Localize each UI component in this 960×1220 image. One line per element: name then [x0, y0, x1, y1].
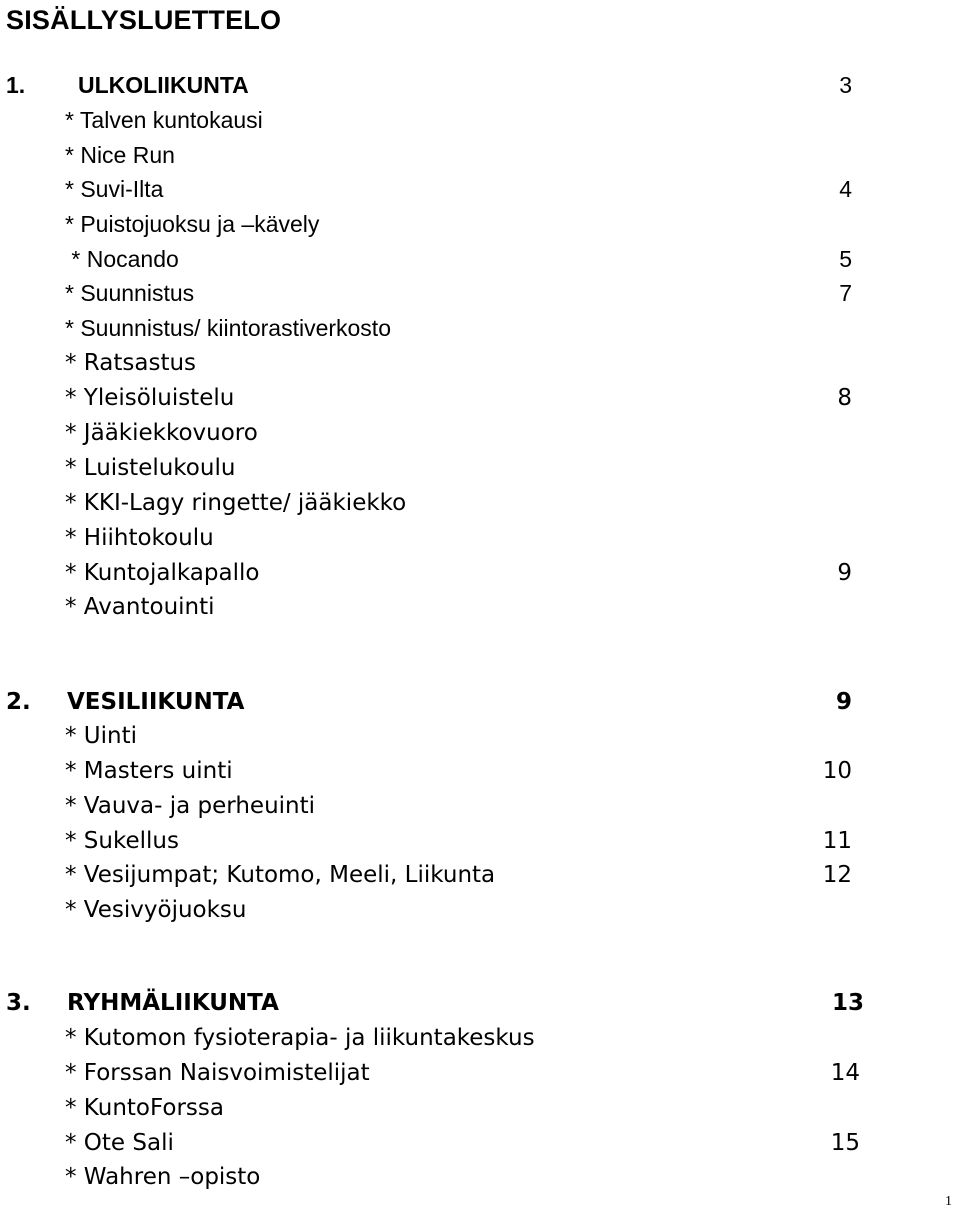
toc-item	[0, 858, 960, 892]
toc-item-text: * Puistojuoksu ja –kävely	[65, 211, 320, 237]
toc-item	[0, 789, 960, 823]
toc-item-text: * Ote Sali	[65, 1130, 174, 1156]
toc-item	[0, 311, 960, 345]
toc-item	[0, 893, 960, 927]
section-title: VESILIIKUNTA	[67, 689, 245, 715]
toc-item-text: * Talven kuntokausi	[65, 107, 263, 133]
toc-item-text: * Vesivyöjuoksu	[65, 897, 247, 923]
section-page-ref: 3	[839, 72, 852, 98]
toc-item	[0, 486, 960, 520]
toc-item-text: * Luistelukoulu	[65, 455, 236, 481]
toc-item-text: * Jääkiekkovuoro	[65, 420, 258, 446]
toc-item-text: * Vesijumpat; Kutomo, Meeli, Liikunta	[65, 862, 496, 888]
toc-item-text: * Sukellus	[65, 828, 179, 854]
toc-item-text: * Yleisöluistelu	[65, 385, 235, 411]
section-title: RYHMÄLIIKUNTA	[67, 990, 279, 1016]
toc-item-text: * Kutomon fysioterapia- ja liikuntakeskus	[65, 1025, 535, 1051]
page-title: SISÄLLYSLUETTELO	[6, 5, 282, 35]
toc-section-2-heading	[0, 685, 960, 719]
toc-item	[0, 719, 960, 753]
toc-item	[0, 556, 960, 590]
toc-item	[0, 1091, 960, 1125]
toc-item-text: * Suvi-Ilta	[65, 176, 164, 202]
toc-item-text: * Ratsastus	[65, 350, 197, 376]
toc-item	[0, 1021, 960, 1055]
toc-item-text: * Suunnistus	[65, 280, 195, 306]
toc-item	[0, 521, 960, 555]
section-page-ref: 9	[835, 689, 852, 715]
toc-item-text: * Uinti	[65, 723, 138, 749]
toc-item-page-ref: 8	[837, 385, 852, 411]
toc-item	[0, 1056, 960, 1090]
toc-item-text: * Masters uinti	[65, 758, 233, 784]
toc-section-3-heading	[0, 986, 960, 1020]
toc-item	[0, 1160, 960, 1194]
toc-item-text: * Hiihtokoulu	[65, 525, 214, 551]
toc-item-page-ref: 5	[839, 246, 852, 272]
toc-item	[0, 1126, 960, 1160]
toc-item-page-ref: 15	[830, 1130, 860, 1156]
toc-item	[0, 590, 960, 624]
toc-item-text: * Vauva- ja perheuinti	[65, 793, 316, 819]
toc-item-text: * KKI-Lagy ringette/ jääkiekko	[65, 490, 407, 516]
toc-item-text: * Kuntojalkapallo	[65, 560, 260, 586]
toc-item	[0, 824, 960, 858]
toc-item	[0, 138, 960, 172]
toc-item	[0, 416, 960, 450]
section-number: 3.	[6, 990, 31, 1016]
toc-item	[0, 346, 960, 380]
toc-item	[0, 172, 960, 206]
toc-item-page-ref: 4	[839, 176, 852, 202]
toc-item	[0, 276, 960, 310]
section-page-ref: 13	[831, 990, 864, 1016]
toc-item	[0, 103, 960, 137]
toc-section-1-heading	[0, 68, 960, 102]
toc-item-text: * Nocando	[65, 246, 179, 272]
toc-item-text: * Suunnistus/ kiintorastiverkosto	[65, 315, 391, 341]
toc-item	[0, 451, 960, 485]
toc-item-page-ref: 10	[822, 758, 852, 784]
toc-item-page-ref: 7	[839, 280, 852, 306]
toc-item-text: * Wahren –opisto	[65, 1164, 261, 1190]
toc-item-page-ref: 11	[822, 828, 852, 854]
toc-item-page-ref: 12	[822, 862, 852, 888]
toc-item-page-ref: 9	[837, 560, 852, 586]
toc-item-text: * Forssan Naisvoimistelijat	[65, 1060, 370, 1086]
section-title: ULKOLIIKUNTA	[78, 72, 249, 98]
toc-item-text: * Nice Run	[65, 142, 175, 168]
toc-item-text: * Avantouinti	[65, 594, 215, 620]
toc-item	[0, 242, 960, 276]
footer-page-number: 1	[945, 1194, 952, 1209]
toc-item	[0, 207, 960, 241]
toc-item	[0, 754, 960, 788]
toc-item-page-ref: 14	[830, 1060, 860, 1086]
section-number: 2.	[6, 689, 31, 715]
section-number: 1.	[6, 72, 26, 98]
toc-item-text: * KuntoForssa	[65, 1095, 224, 1121]
toc-item	[0, 381, 960, 415]
